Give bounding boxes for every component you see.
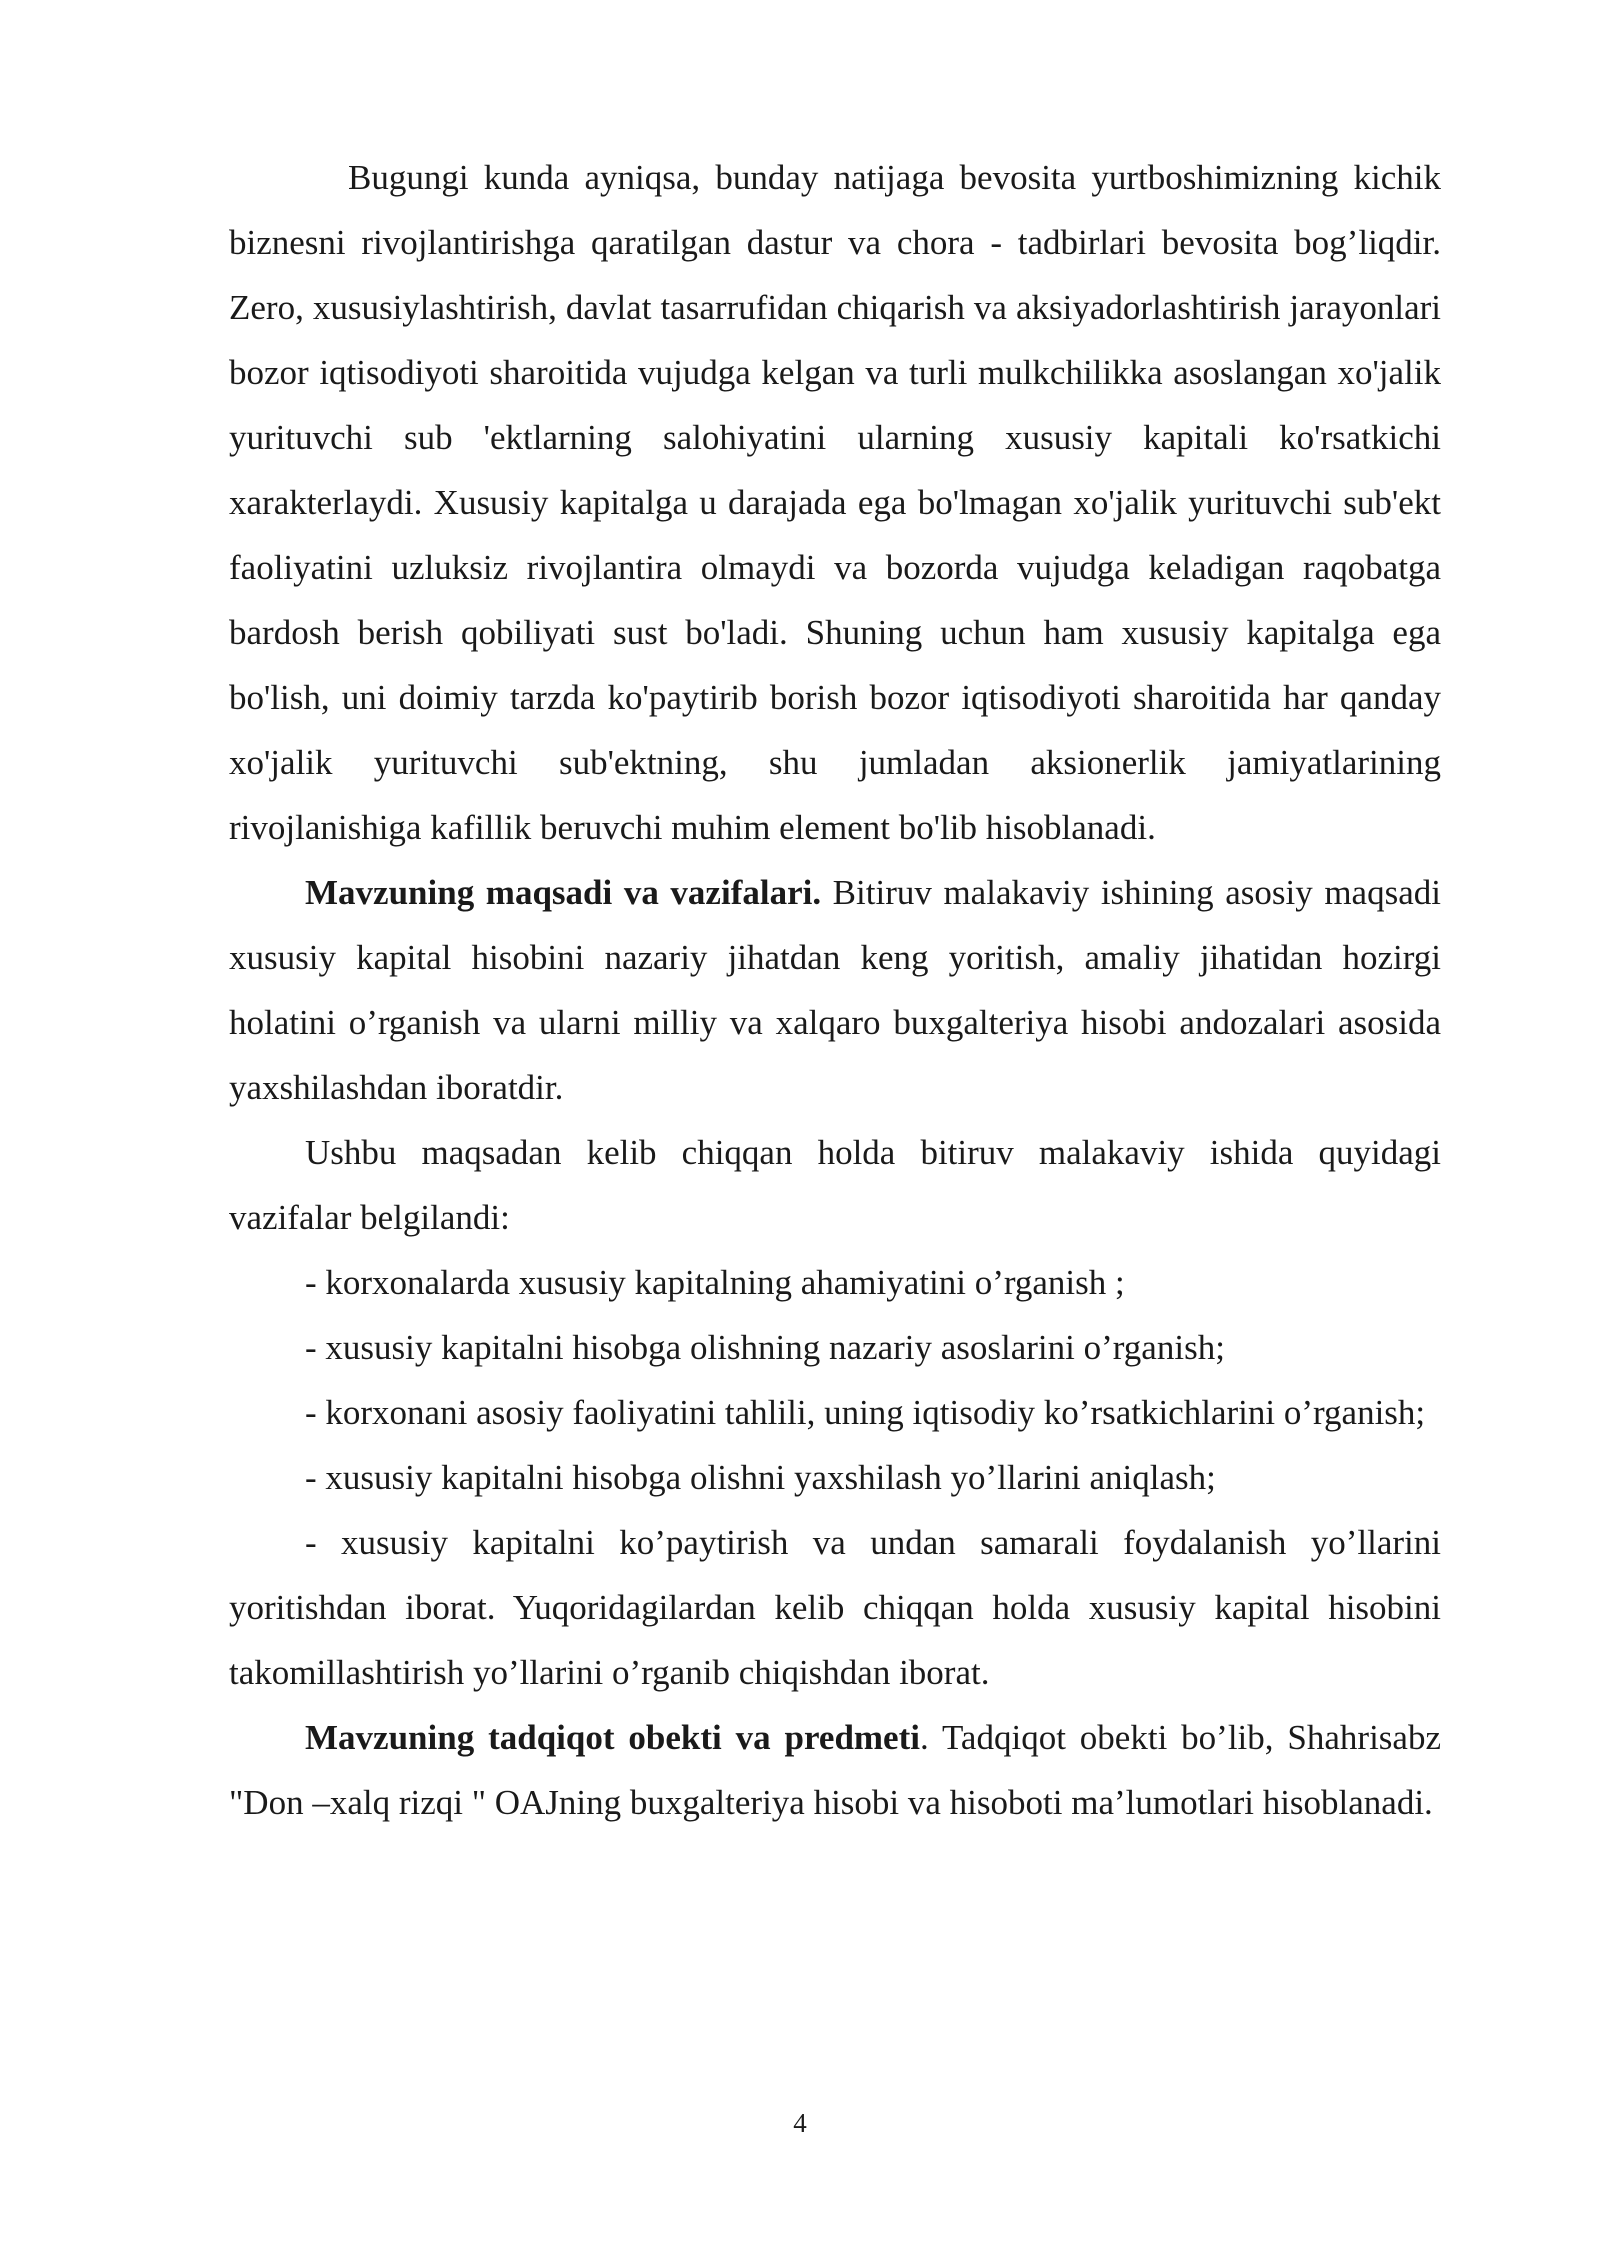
section-heading-goals: Mavzuning maqsadi va vazifalari. <box>305 873 822 912</box>
paragraph-tasks-intro <box>229 1120 1441 1250</box>
section-heading-research-object: Mavzuning tadqiqot obekti va predmeti <box>305 1718 920 1757</box>
list-item-task-4 <box>229 1445 1441 1510</box>
list-item-text: - xususiy kapitalni hisobga olishni yaxshilash yo’llarini aniqlash; <box>305 1458 1216 1497</box>
paragraph-text: Ushbu maqsadan kelib chiqqan holda bitiruv malakaviy ishida quyidagi vazifalar belgilandi: <box>229 1133 1441 1237</box>
list-item-task-1 <box>229 1250 1441 1315</box>
page-number: 4 <box>793 2108 807 2138</box>
list-item-task-3 <box>229 1380 1441 1445</box>
list-item-text: - xususiy kapitalni hisobga olishning nazariy asoslarini o’rganish; <box>305 1328 1225 1367</box>
paragraph-text: Bugungi kunda ayniqsa, bunday natijaga bevosita yurtboshimizning kichik biznesni rivojlantirishga qaratilgan dastur va chora - tadbirlari bevosita bog’liqdir. Zero, xususiylashtirish, davlat tasarrufidan chiqarish va aksiyadorlashtirish jarayonlari bozor iqtisodiyoti sharoitida vujudga kelgan va turli mulkchilikka asoslangan xo'jalik yurituvchi sub 'ektlarning salohiyatini ularning xususiy kapitali ko'rsatkichi xarakterlaydi. Xususiy kapitalga u darajada ega bo'lmagan xo'jalik yurituvchi sub'ekt faoliyatini uzluksiz rivojlantira olmaydi va bozorda vujudga keladigan raqobatga bardosh berish qobiliyati sust bo'ladi. Shuning uchun ham xususiy kapitalga ega bo'lish, uni doimiy tarzda ko'paytirib borish bozor iqtisodiyoti sharoitida har qanday xo'jalik yurituvchi sub'ektning, shu jumladan aksionerlik jamiyatlarining rivojlanishiga kafillik beruvchi muhim element bo'lib hisoblanadi. <box>229 158 1441 847</box>
paragraph-text: Bitiruv malakaviy ishining asosiy maqsadi xususiy kapital hisobini nazariy jihatdan keng yoritish, amaliy jihatidan hozirgi holatini o’rganish va ularni milliy va xalqaro buxgalteriya hisobi andozalari asosida yaxshilashdan iboratdir. <box>229 873 1441 1107</box>
list-item-task-2 <box>229 1315 1441 1380</box>
paragraph-goals <box>229 860 1441 1120</box>
list-item-text: - korxonalarda xususiy kapitalning ahamiyatini o’rganish ; <box>305 1263 1125 1302</box>
list-item-task-5 <box>229 1510 1441 1705</box>
list-item-text: - xususiy kapitalni ko’paytirish va undan samarali foydalanish yo’llarini yoritishdan iborat. Yuqoridagilardan kelib chiqqan holda xususiy kapital hisobini takomillashtirish yo’llarini o’rganib chiqishdan iborat. <box>229 1523 1441 1692</box>
paragraph-intro <box>229 145 1441 860</box>
paragraph-text: . Tadqiqot obekti bo’lib, Shahrisabz "Don –xalq rizqi " OAJning buxgalteriya hisobi va hisoboti ma’lumotlari hisoblanadi. <box>229 1718 1441 1822</box>
document-body <box>229 145 1441 1835</box>
list-item-text: - korxonani asosiy faoliyatini tahlili, uning iqtisodiy ko’rsatkichlarini o’rganish; <box>305 1393 1426 1432</box>
paragraph-research-object <box>229 1705 1441 1835</box>
